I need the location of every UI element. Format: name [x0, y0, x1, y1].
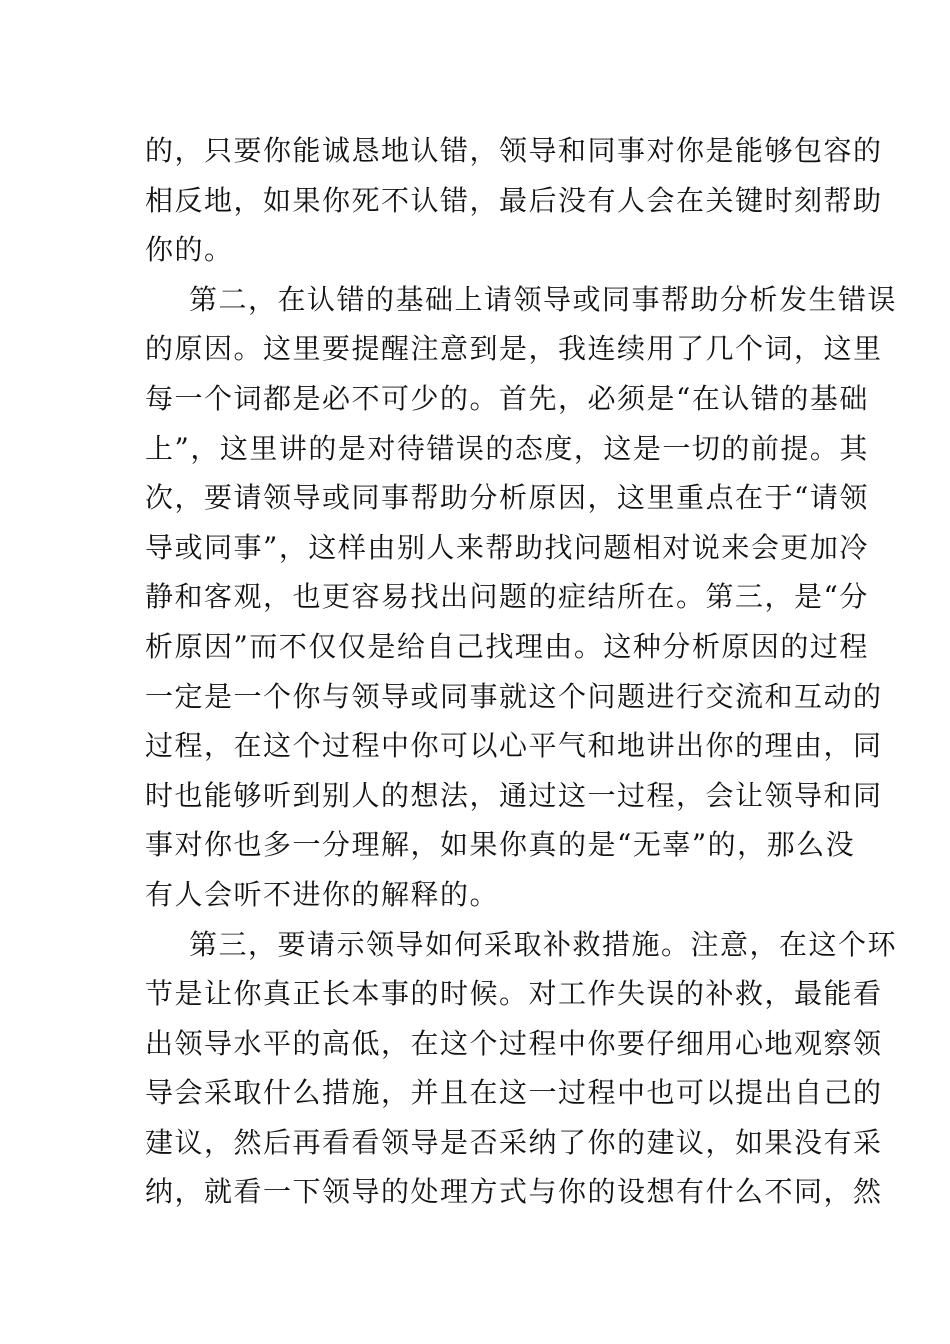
text-line: 导会采取什么措施，并且在这一过程中也可以提出自己的 [145, 1076, 883, 1110]
text-line: 纳，就看一下领导的处理方式与你的设想有什么不同，然 [145, 1175, 883, 1209]
text-line: 的，只要你能诚恳地认错，领导和同事对你是能够包容的 [145, 134, 883, 167]
text-line: 时也能够听到别人的想法，通过这一过程，会让领导和同 [145, 778, 883, 812]
text-line: 每一个词都是必不可少的。首先，必须是“在认错的基础 [145, 381, 869, 415]
text-line: 析原因”而不仅仅是给自己找理由。这种分析原因的过程 [145, 629, 869, 663]
text-line: 事对你也多一分理解，如果你真的是“无辜”的，那么没 [145, 828, 856, 862]
text-line: 上”，这里讲的是对待错误的态度，这是一切的前提。其 [145, 431, 869, 465]
text-line: 有人会听不进你的解释的。 [145, 877, 500, 911]
text-line: 次，要请领导或同事帮助分析原因，这里重点在于“请领 [145, 481, 869, 515]
text-line: 一定是一个你与领导或同事就这个问题进行交流和互动的 [145, 679, 883, 713]
text-line: 静和客观，也更容易找出问题的症结所在。第三，是“分 [145, 580, 869, 614]
paragraph-start-line: 第二，在认错的基础上请领导或同事帮助分析发生错误 [189, 282, 898, 316]
paragraph-start-line: 第三，要请示领导如何采取补救措施。注意，在这个环 [189, 927, 898, 961]
body-text [145, 126, 898, 1217]
text-line: 相反地，如果你死不认错，最后没有人会在关键时刻帮助 [145, 183, 883, 217]
text-line: 导或同事”，这样由别人来帮助找问题相对说来会更加冷 [145, 530, 869, 564]
text-line: 出领导水平的高低，在这个过程中你要仔细用心地观察领 [145, 1026, 883, 1060]
text-line: 你的。 [145, 233, 234, 267]
text-line: 的原因。这里要提醒注意到是，我连续用了几个词，这里 [145, 332, 883, 366]
text-line: 建议，然后再看看领导是否采纳了你的建议，如果没有采 [145, 1125, 883, 1159]
text-line: 过程，在这个过程中你可以心平气和地讲出你的理由，同 [145, 729, 883, 763]
text-line: 节是让你真正长本事的时候。对工作失误的补救，最能看 [145, 977, 883, 1011]
